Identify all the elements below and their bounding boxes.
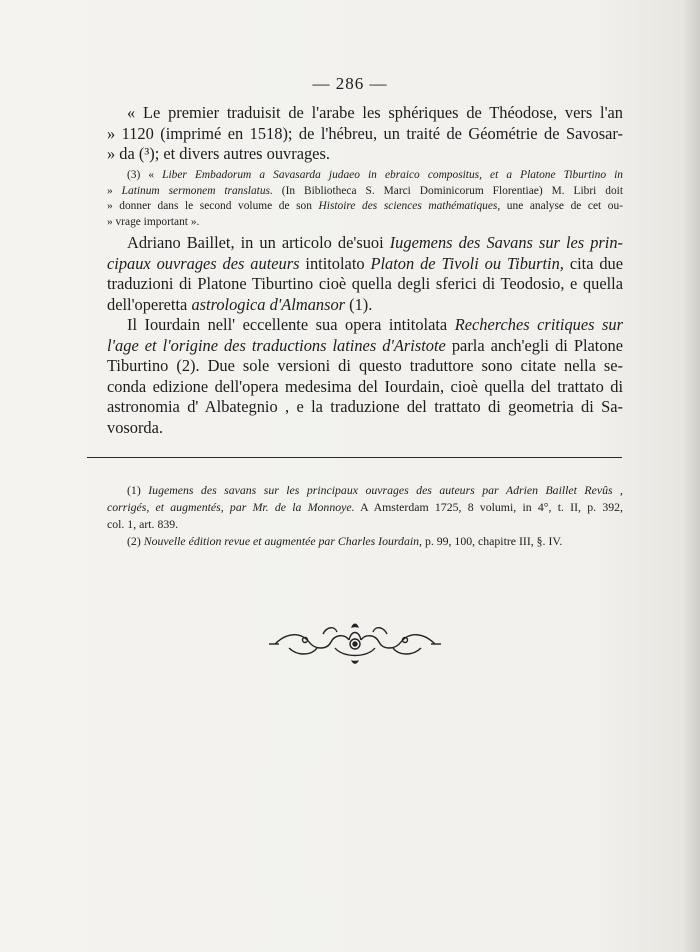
footnote-2-rest: p. 99, 100, chapitre III, §. IV.	[424, 534, 563, 548]
note-line-1	[107, 168, 623, 184]
baillet-title-2a: cipaux ouvrages des auteurs	[107, 253, 300, 273]
baillet-line-3: traduzioni di Platone Tiburtino cioè quella degli sferici di Teodosio, e quella	[107, 274, 623, 293]
note-title-2: Latinum sermonem translatus.	[121, 184, 273, 197]
footnote-1-rest: A Amsterdam 1725, 8 volumi, in 4°, t. II, p. 392,	[360, 500, 623, 514]
iourdain-title-2a: l'age et l'origine des traductions latines d'Aristote	[107, 335, 446, 355]
note-line2-rest: (In Bibliotheca S. Marci Dominicorum Florentiae) M. Libri doit	[281, 184, 623, 197]
baillet-text-4c: (1).	[349, 294, 373, 314]
footnote-1-line-3: col. 1, art. 839.	[107, 517, 179, 531]
note-line-4: » vrage important ».	[107, 215, 200, 228]
note-line3-prefix: » donner dans le second volume de son	[107, 200, 312, 212]
paragraph-baillet	[107, 233, 623, 315]
quote-line-2: » 1120 (imprimé en 1518); de l'hébreu, un traité de Géométrie de Savosar-	[107, 123, 623, 143]
paragraph-iourdain	[107, 315, 623, 438]
baillet-title-2c: Platon de Tivoli ou Tiburtin,	[370, 253, 564, 273]
note-marker: (3) «	[127, 169, 155, 181]
baillet-text-2d: cita due	[569, 253, 624, 273]
note-title-1: Liber Embadorum a Savasarda judaeo in ebraico compositus, et a Platone Tiburtino in	[162, 169, 623, 181]
iourdain-line-5: astronomia d' Albategnio , e la traduzione del trattato di geometria di Sa-	[107, 397, 623, 416]
iourdain-line-2	[107, 336, 623, 357]
note-line-2	[107, 184, 623, 200]
footnote-1-title: Iugemens des savans sur les principaux ouvrages des auteurs par Adrien Baillet Revûs ,	[148, 483, 623, 497]
footnote-separator-rule	[87, 457, 622, 458]
note-line2-prefix: »	[107, 184, 113, 197]
footnote-1-marker: (1)	[127, 483, 141, 497]
quote-line-3: » da (³); et divers autres ouvrages.	[107, 144, 330, 163]
page-number: — 286 —	[312, 74, 388, 93]
quote-paragraph	[107, 103, 623, 165]
iourdain-text-2b: parla anch'egli di Platone	[451, 335, 624, 355]
baillet-line-2	[107, 254, 623, 275]
baillet-line-1	[107, 233, 623, 254]
note-line3-rest: une analyse de cet ou-	[506, 200, 623, 212]
iourdain-line-3: Tiburtino (2). Due sole versioni di questo traduttore sono citate nella se-	[107, 356, 623, 375]
footnote-1-title-2: corrigés, et augmentés, par Mr. de la Monnoye.	[107, 500, 355, 514]
iourdain-line-4: conda edizione dell'opera medesima del Iourdain, cioè quella del trattato di	[107, 376, 623, 396]
footnote-2-marker: (2)	[127, 534, 141, 548]
iourdain-line-6: vosorda.	[107, 417, 163, 437]
baillet-title-1b: Iugemens des Savans sur les prin-	[389, 233, 623, 252]
baillet-text-1a: Adriano Baillet, in un articolo de'suoi	[127, 233, 384, 252]
iourdain-title-1b: Recherches critiques sur	[454, 315, 623, 334]
footnotes	[107, 482, 623, 550]
note-line-3	[107, 199, 623, 215]
footnote-2-title: Nouvelle édition revue et augmentée par Charles Iourdain,	[143, 534, 422, 548]
baillet-line-4	[107, 295, 623, 316]
iourdain-line-1	[107, 315, 623, 336]
footnote-1-line-1	[107, 482, 623, 499]
note-title-3: Histoire des sciences mathématiques,	[318, 200, 501, 212]
decorative-ornament-icon	[265, 618, 445, 666]
baillet-text-2b: intitolato	[305, 253, 365, 273]
inline-note-3	[107, 168, 623, 230]
footnote-1-line-2	[107, 499, 623, 516]
quote-line-1: « Le premier traduisit de l'arabe les sphériques de Théodose, vers l'an	[127, 103, 623, 122]
page-edge-shadow	[682, 0, 700, 952]
baillet-text-4a: dell'operetta	[107, 294, 188, 314]
footnote-2	[107, 533, 623, 550]
iourdain-text-1a: Il Iourdain nell' eccellente sua opera intitolata	[127, 315, 448, 334]
baillet-title-4b: astrologica d'Almansor	[191, 294, 346, 314]
